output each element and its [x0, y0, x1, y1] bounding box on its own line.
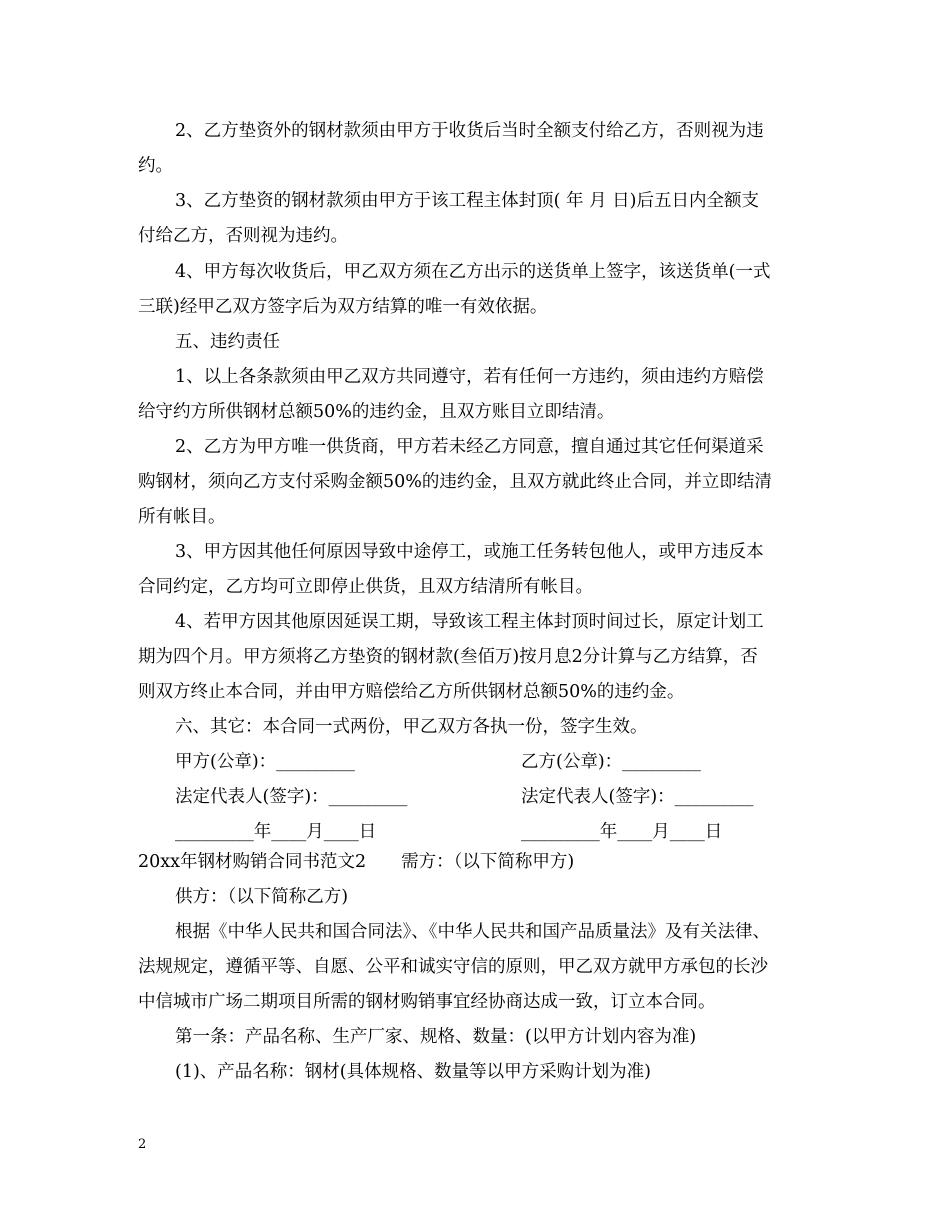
paragraph-line: 约。 [138, 156, 173, 176]
paragraph-line: 六、其它：本合同一式两份，甲乙双方各执一份，签字生效。 [175, 717, 648, 737]
party-a-date-line: _________年____月____日 [175, 822, 377, 842]
paragraph-line: 给守约方所供钢材总额50%的违约金，且双方账目立即结清。 [138, 402, 615, 422]
paragraph-line: 三联)经甲乙双方签字后为双方结算的唯一有效依据。 [138, 297, 548, 317]
paragraph-line: 2、乙方为甲方唯一供货商，甲方若未经乙方同意，擅自通过其它任何渠道采 [175, 437, 764, 457]
paragraph-line: 4、甲方每次收货后，甲乙双方须在乙方出示的送货单上签字，该送货单(一式 [175, 262, 771, 282]
paragraph-line: 4、若甲方因其他原因延误工期，导致该工程主体封顶时间过长，原定计划工 [175, 612, 764, 632]
party-a-seal-line: 甲方(公章)：_________ [175, 752, 355, 772]
party-b-date-line: _________年____月____日 [521, 822, 723, 842]
page-number: 2 [138, 1137, 147, 1152]
paragraph-line: 中信城市广场二期项目所需的钢材购销事宜经协商达成一致，订立本合同。 [138, 992, 716, 1012]
paragraph-line: 购钢材，须向乙方支付采购金额50%的违约金，且双方就此终止合同，并立即结清 [138, 472, 772, 492]
paragraph-line: 合同约定，乙方均可立即停止供货，且双方结清所有帐目。 [138, 577, 593, 597]
paragraph-line: 2、乙方垫资外的钢材款须由甲方于收货后当时全额支付给乙方，否则视为违 [175, 121, 764, 141]
paragraph-line: 供方：（以下简称乙方) [175, 887, 349, 907]
paragraph-line: 法规规定，遵循平等、自愿、公平和诚实守信的原则，甲乙双方就甲方承包的长沙 [138, 957, 768, 977]
paragraph-line: 根据《中华人民共和国合同法》、《中华人民共和国产品质量法》及有关法律、 [175, 922, 770, 942]
paragraph-line: 付给乙方，否则视为违约。 [138, 226, 348, 246]
party-b-seal-line: 乙方(公章)：_________ [521, 752, 701, 772]
paragraph-line: 1、以上各条款须由甲乙双方共同遵守，若有任何一方违约，须由违约方赔偿 [175, 367, 764, 387]
paragraph-line: 则双方终止本合同，并由甲方赔偿给乙方所供钢材总额50%的违约金。 [138, 682, 685, 702]
paragraph-line: 期为四个月。甲方须将乙方垫资的钢材款(叁佰万)按月息2分计算与乙方结算，否 [138, 647, 758, 667]
paragraph-line: 第一条：产品名称、生产厂家、规格、数量：(以甲方计划内容为准) [175, 1027, 697, 1047]
paragraph-line: 3、乙方垫资的钢材款须由甲方于该工程主体封顶( 年 月 日)后五日内全额支 [175, 191, 759, 211]
party-b-representative-line: 法定代表人(签字)：_________ [521, 787, 754, 807]
contract-title-line: 20xx年钢材购销合同书范文2 需方：（以下简称甲方) [138, 852, 575, 872]
section-heading: 五、违约责任 [175, 332, 280, 352]
paragraph-line: 3、甲方因其他任何原因导致中途停工，或施工任务转包他人，或甲方违反本 [175, 542, 764, 562]
paragraph-line: (1)、产品名称：钢材(具体规格、数量等以甲方采购计划为准) [175, 1062, 651, 1082]
party-a-representative-line: 法定代表人(签字)：_________ [175, 787, 408, 807]
paragraph-line: 所有帐目。 [138, 507, 226, 527]
